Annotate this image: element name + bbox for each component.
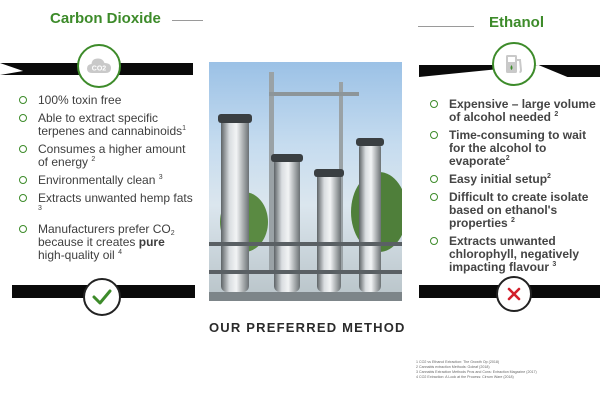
- ethanol-bullet: Expensive – large volume of alcohol needed $^2$: [428, 98, 600, 124]
- co2-bullet: Environmentally clean $^3$: [17, 174, 193, 187]
- preferred-method-caption: OUR PREFERRED METHOD: [209, 320, 406, 335]
- co2-bullet: Manufacturers prefer $CO_2$ because it creates pure high-quality oil $^4$: [17, 223, 193, 262]
- extraction-equipment-photo: [209, 62, 402, 301]
- check-icon: [91, 288, 113, 306]
- ethanol-bullet: Time-consuming to wait for the alcohol to evaporate$^2$: [428, 129, 600, 168]
- co2-bullet: Extracts unwanted hemp fats $^3$: [17, 192, 193, 218]
- cross-icon: [505, 285, 523, 303]
- reference-item: 4 CO2 Extraction: A Look at the Process: Cirrum Ware (2018): [416, 375, 514, 379]
- co2-icon: [77, 44, 121, 88]
- co2-bullet: 100% toxin free: [17, 94, 193, 107]
- co2-title-rule: [172, 20, 203, 21]
- svg-text:CO2: CO2: [91, 65, 107, 73]
- ethanol-icon: [492, 42, 536, 86]
- references: [416, 360, 596, 380]
- ethanol-bullet-list: [428, 98, 600, 279]
- ethanol-bullet: Easy initial setup$^2$: [428, 173, 600, 186]
- ethanol-cross-badge: [496, 276, 532, 312]
- extraction-equipment-illustration: [209, 62, 402, 301]
- ethanol-title: Ethanol: [489, 14, 544, 31]
- co2-check-badge: [83, 278, 121, 316]
- reference-item: 2 Cannabis extraction Methods: Goleaf (2018): [416, 365, 490, 369]
- ethanol-title-rule: [418, 26, 474, 27]
- co2-bullet-list: [17, 94, 193, 267]
- ethanol-bullet: Difficult to create isolate based on ethanol's properties $^2$: [428, 191, 600, 230]
- reference-item: 1 CO2 vs Ethanol Extraction: The Growth Op (2018): [416, 360, 500, 364]
- co2-bullet: Able to extract specific terpenes and cannabinoids$^1$: [17, 112, 193, 138]
- co2-cloud-icon: [86, 55, 112, 77]
- co2-title: Carbon Dioxide: [50, 10, 161, 27]
- fuel-pump-icon: [503, 52, 525, 76]
- ethanol-bullet: Extracts unwanted chlorophyll, negatively impacting flavour $^3$: [428, 235, 600, 274]
- co2-bullet: Consumes a higher amount of energy $^2$: [17, 143, 193, 169]
- reference-item: 3 Cannabis Extraction Methods Pros and Cons: Extraction Magazine (2017): [416, 370, 537, 374]
